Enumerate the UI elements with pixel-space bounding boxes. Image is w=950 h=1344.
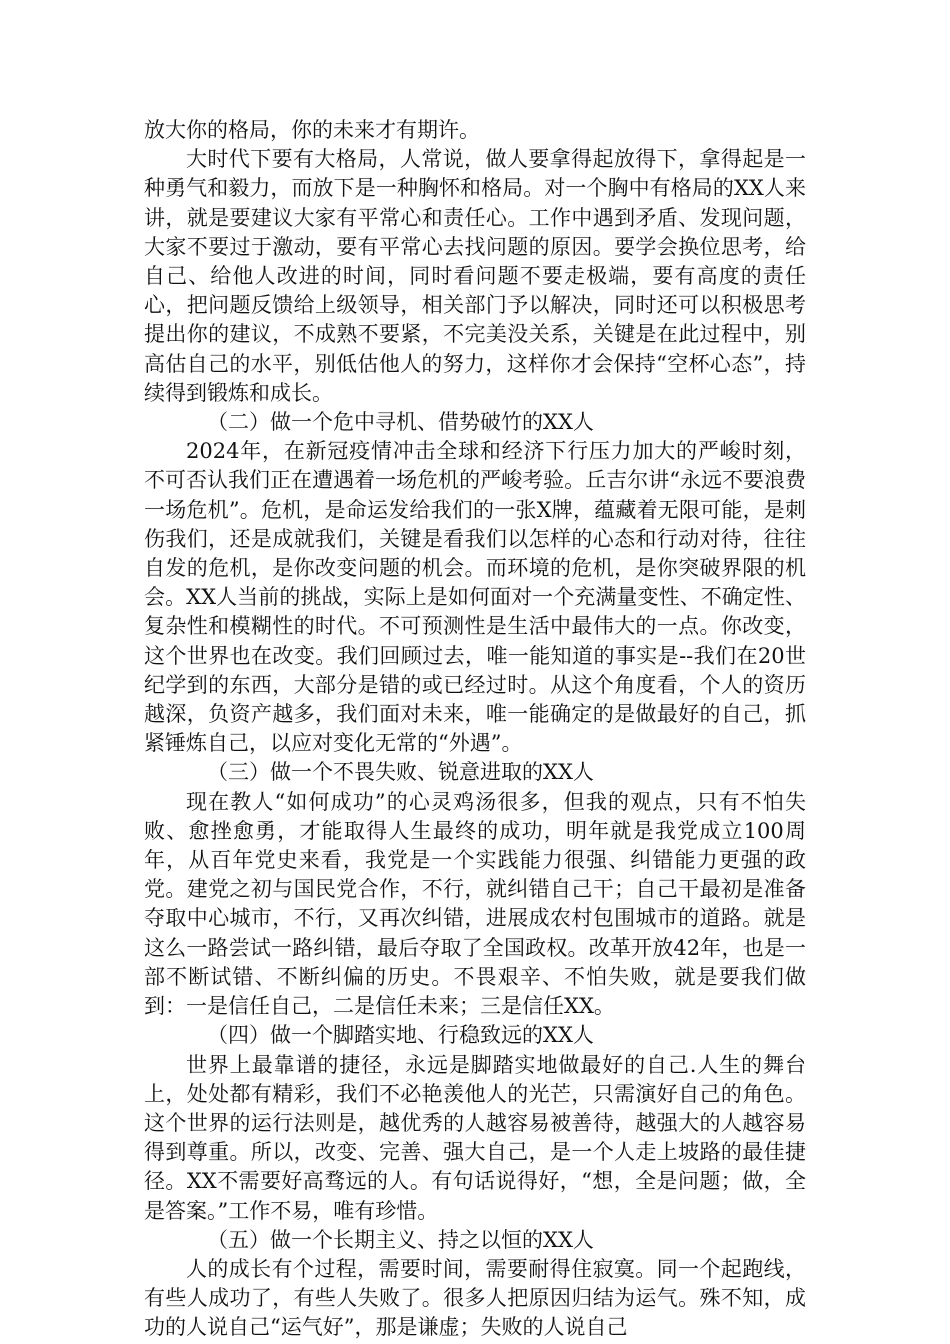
- paragraph-big-picture: 大时代下要有大格局，人常说，做人要拿得起放得下，拿得起是一种勇气和毅力，而放下是一种胸怀和格局。对一个胸中有格局的XX人来讲，就是要建议大家有平常心和责任心。工作中遇到矛盾、发现问题，大家不要过于激动，要有平常心去找问题的原因。要学会换位思考，给自己、给他人改进的时间，同时看问题不要走极端，要有高度的责任心，把问题反馈给上级领导，相关部门予以解决，同时还可以积极思考提出你的建议，不成熟不要紧，不完美没关系，关键是在此过程中，别高估自己的水平，别低估他人的努力，这样你才会保持“空杯心态”，持续得到锻炼和成长。: [144, 147, 806, 405]
- section-heading-3: （三）做一个不畏失败、锐意进取的XX人: [207, 760, 594, 785]
- section-heading-2: （二）做一个危中寻机、借势破竹的XX人: [207, 410, 594, 435]
- paragraph-long-term: 人的成长有个过程，需要时间，需要耐得住寂寞。同一个起跑线，有些人成功了，有些人失败了。很多人把原因归结为运气。殊不知，成功的人说自己“运气好”，那是谦虚；失败的人说自己: [144, 1256, 806, 1340]
- paragraph-down-to-earth: 世界上最靠谱的捷径，永远是脚踏实地做最好的自己.人生的舞台上，处处都有精彩，我们不必艳羡他人的光芒，只需演好自己的角色。这个世界的运行法则是，越优秀的人越容易被善待，越强大的人越容易得到尊重。所以，改变、完善、强大自己，是一个人走上坡路的最佳捷径。XX不需要好高骛远的人。有句话说得好，“想，全是问题；做，全是答案。”工作不易，唯有珍惜。: [144, 1052, 806, 1223]
- section-heading-4: （四）做一个脚踏实地、行稳致远的XX人: [207, 1023, 594, 1048]
- paragraph-intro-end: 放大你的格局，你的未来才有期许。: [144, 118, 480, 142]
- paragraph-failure: 现在教人“如何成功”的心灵鸡汤很多，但我的观点，只有不怕失败、愈挫愈勇，才能取得人生最终的成功，明年就是我党成立100周年，从百年党史来看，我党是一个实践能力很强、纠错能力更强的政党。建党之初与国民党合作，不行，就纠错自己干；自己干最初是准备夺取中心城市，不行，又再次纠错，进展成农村包围城市的道路。就是这么一路尝试一路纠错，最后夺取了全国政权。改革开放42年，也是一部不断试错、不断纠偏的历史。不畏艰辛、不怕失败，就是要我们做到：一是信任自己，二是信任未来；三是信任XX。: [144, 789, 806, 1019]
- document-body: [144, 116, 806, 1343]
- paragraph-crisis: 2024年，在新冠疫情冲击全球和经济下行压力加大的严峻时刻，不可否认我们正在遭遇着一场危机的严峻考验。丘吉尔讲“永远不要浪费一场危机”。危机，是命运发给我们的一张X牌，蕴藏着无限可能，是刺伤我们，还是成就我们，关键是看我们以怎样的心态和行动对待，往往自发的危机，是你改变问题的机会。而环境的危机，是你突破界限的机会。XX人当前的挑战，实际上是如何面对一个充满量变性、不确定性、复杂性和模糊性的时代。不可预测性是生活中最伟大的一点。你改变，这个世界也在改变。我们回顾过去，唯一能知道的事实是--我们在20世纪学到的东西，大部分是错的或已经过时。从这个角度看，个人的资历越深，负资产越多，我们面对未来，唯一能确定的是做最好的自己，抓紧锤炼自己，以应对变化无常的“外遇”。: [144, 439, 806, 756]
- section-heading-5: （五）做一个长期主义、持之以恒的XX人: [207, 1227, 594, 1252]
